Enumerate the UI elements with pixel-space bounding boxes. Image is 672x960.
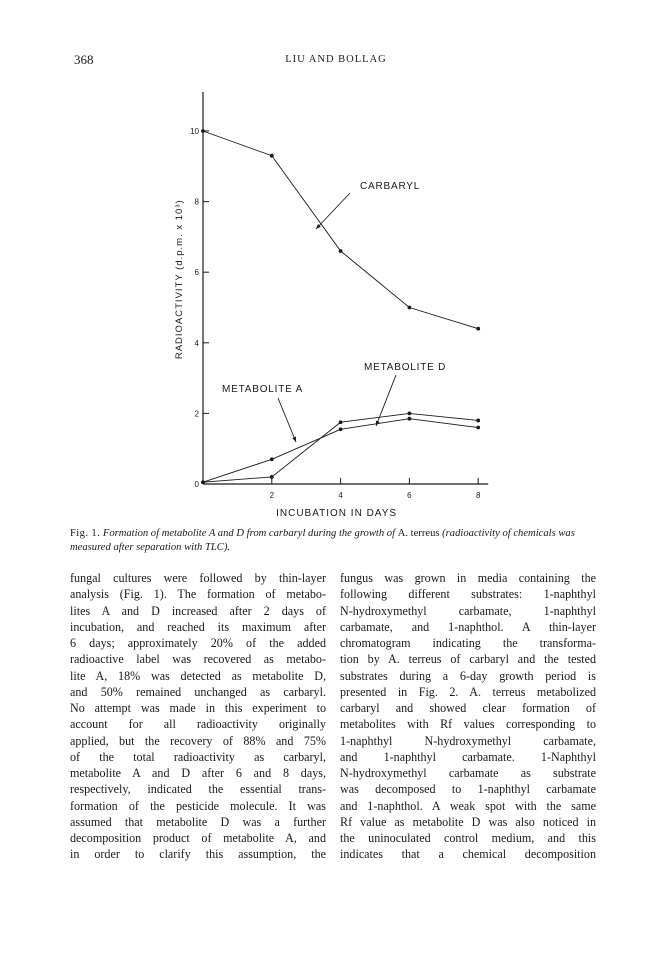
text-line: fungal cultures were followed by thin-layer — [70, 571, 326, 585]
text-line: respectively, indicated the essential trans- — [70, 782, 326, 797]
text-line: fungus was grown in media containing the — [340, 571, 596, 585]
text-line: tion by A. terreus of carbaryl and the tested — [340, 652, 596, 667]
text-line: N-hydroxymethyl carbamate as substrate — [340, 766, 596, 780]
series-line-0 — [203, 131, 478, 329]
text-line: substrates during a 6-day growth period is — [340, 668, 596, 683]
caption-text-1: Formation of metabolite A and D from carbaryl during the growth of — [102, 528, 396, 539]
annotation-pointer — [376, 375, 396, 426]
arrowhead — [292, 437, 296, 442]
annotation-layer — [222, 181, 446, 442]
data-point — [476, 419, 480, 423]
data-point — [270, 475, 274, 479]
annotation-label: CARBARYL — [360, 181, 421, 192]
annotation-label: METABOLITE A — [222, 384, 304, 395]
y-tick-label: 4 — [194, 338, 199, 348]
data-point — [339, 420, 343, 424]
annotation-pointer — [278, 398, 296, 442]
chart — [160, 92, 520, 532]
body-column-left — [70, 570, 326, 863]
y-tick-label: 6 — [194, 268, 199, 278]
y-tick-label: 10 — [190, 127, 199, 136]
text-line: and 1-naphthyl carbamate. 1-Naphthyl — [340, 749, 596, 764]
x-axis-title: INCUBATION IN DAYS — [276, 508, 398, 519]
text-line: analysis (Fig. 1). The formation of metabo- — [70, 587, 326, 602]
y-tick-label: 2 — [194, 409, 199, 419]
x-tick-label: 2 — [269, 491, 275, 500]
text-line: presented in Fig. 2. A. terreus metabolized — [340, 684, 596, 699]
data-point — [339, 249, 343, 253]
data-point — [339, 427, 343, 431]
x-tick-label: 4 — [338, 491, 343, 500]
data-point — [476, 327, 480, 331]
text-line: the uninoculated control medium, and this — [340, 831, 596, 845]
text-line: Rf value as metabolite D was also noticed in — [340, 814, 596, 829]
data-point — [270, 154, 274, 158]
text-line: was decomposed to 1-naphthyl carbamate — [340, 782, 596, 797]
data-point — [408, 417, 412, 421]
text-line: N-hydroxymethyl carbamate, 1-naphthyl — [340, 603, 596, 618]
data-point — [201, 480, 205, 484]
data-point — [201, 129, 205, 133]
axes — [174, 92, 488, 519]
text-line: indicates that a chemical decomposition — [340, 847, 596, 862]
text-line: applied, but the recovery of 88% and 75% — [70, 733, 326, 748]
text-line: carbamate, and 1-naphthol. A thin-layer — [340, 619, 596, 634]
annotation-label: METABOLITE D — [364, 362, 447, 373]
text-line: 6 days; approximately 20% of the added — [70, 636, 326, 650]
text-line: metabolites with Rf values corresponding to — [340, 717, 596, 732]
text-line: formation of the pesticide molecule. It was — [70, 798, 326, 813]
data-point — [408, 306, 412, 310]
data-point — [270, 457, 274, 461]
figure-1 — [160, 92, 520, 532]
x-tick-label: 6 — [407, 491, 412, 500]
data-point — [476, 426, 480, 430]
annotation-pointer — [316, 193, 350, 229]
running-head: LIU AND BOLLAG — [285, 54, 387, 65]
text-line: chromatogram indicating the transforma- — [340, 636, 596, 650]
caption-species: A. terreus — [397, 528, 440, 539]
page-header — [74, 52, 598, 72]
page-number: 368 — [74, 52, 94, 67]
figure-caption — [70, 527, 600, 555]
body-column-right — [340, 570, 596, 863]
text-line: of the total radioactivity as carbaryl, — [70, 749, 326, 764]
text-line: account for all radioactivity originally — [70, 717, 326, 732]
text-line: 1-naphthyl N-hydroxymethyl carbamate, — [340, 733, 596, 748]
text-line: lite A, 18% was detected as metabolite D, — [70, 668, 326, 683]
text-line: No attempt was made in this experiment to — [70, 701, 326, 715]
caption-text-2: (radioactivity of chemicals was measured after separation with TLC). — [70, 528, 575, 553]
x-tick-label: 8 — [475, 491, 481, 500]
text-line: and 1-naphthol. A weak spot with the same — [340, 798, 596, 813]
text-line: assumed that metabolite D was a further — [70, 814, 326, 829]
text-line: decomposition product of metabolite A, and — [70, 831, 326, 845]
data-point — [408, 412, 412, 416]
y-axis-title: RADIOACTIVITY (d.p.m. x 10³) — [174, 199, 185, 360]
text-line: metabolite A and D after 6 and 8 days, — [70, 766, 326, 780]
text-line: radioactive label was recovered as metabo- — [70, 652, 326, 667]
text-line: carbaryl and showed clear formation of — [340, 701, 596, 715]
text-line: following different substrates: 1-naphthyl — [340, 587, 596, 602]
series-layer — [201, 129, 480, 484]
text-line: and 50% remained unchanged as carbaryl. — [70, 684, 326, 699]
caption-lead: Fig. 1. — [70, 528, 101, 539]
text-line: lites A and D increased after 2 days of — [70, 603, 326, 618]
y-tick-label: 8 — [194, 197, 199, 207]
y-tick-label: 0 — [194, 480, 199, 489]
text-line: in order to clarify this assumption, the — [70, 847, 326, 862]
text-line: incubation, and reached its maximum after — [70, 619, 326, 634]
